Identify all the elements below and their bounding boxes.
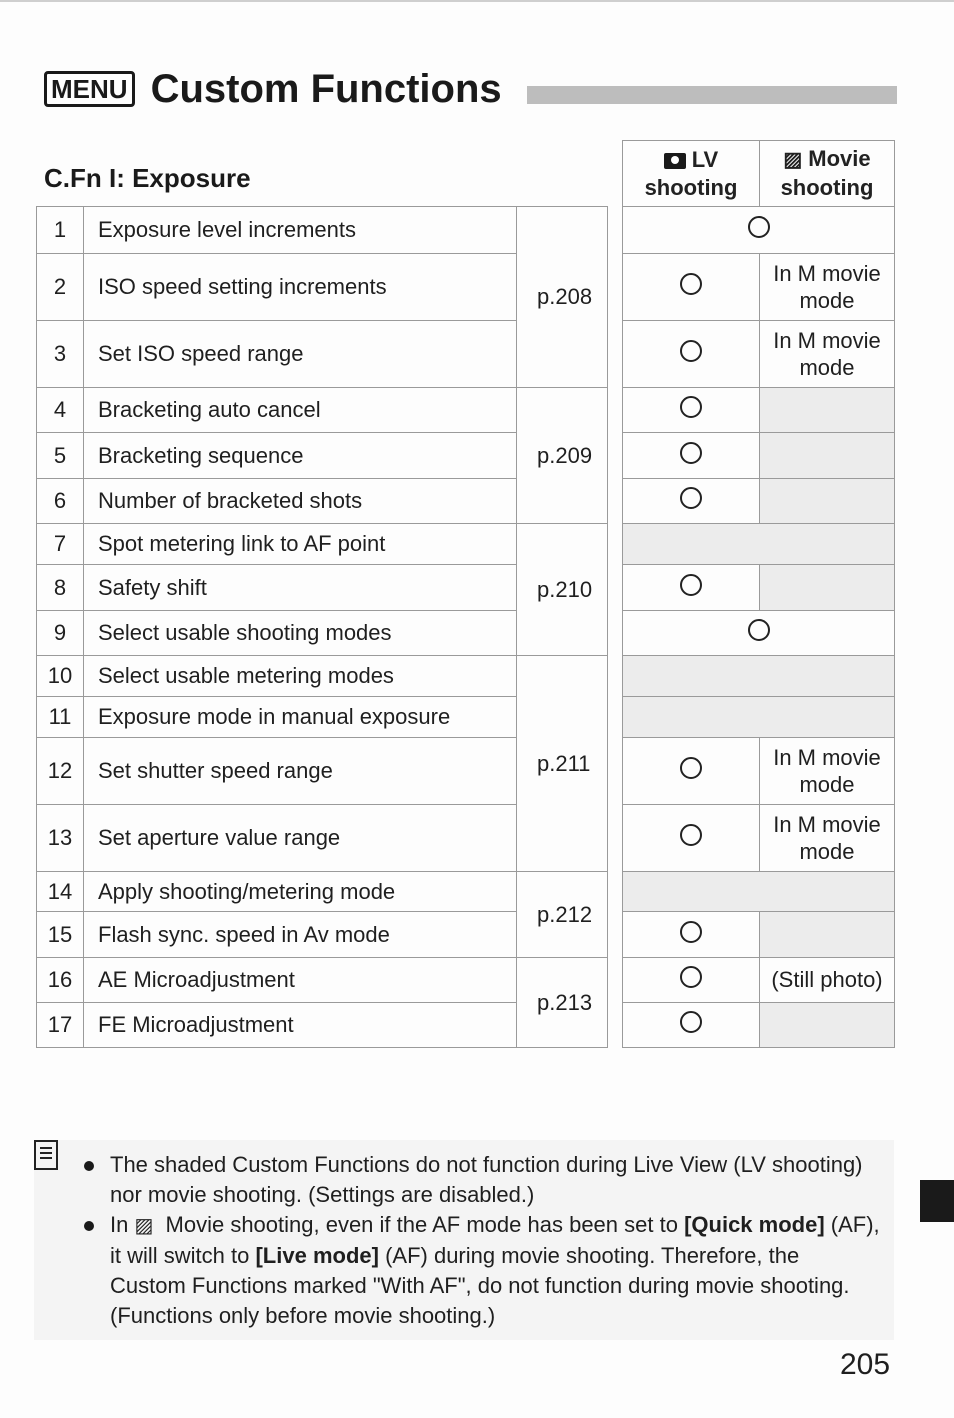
row-name: Set aperture value range [84, 805, 517, 872]
side-tab [920, 1180, 954, 1222]
row-name: Bracketing auto cancel [84, 388, 517, 433]
available-circle-icon [680, 757, 702, 779]
table-row [37, 388, 608, 433]
table-row [37, 656, 608, 697]
menu-badge-icon: MENU [44, 71, 135, 107]
row-number: 7 [37, 524, 84, 565]
row-name: Bracketing sequence [84, 433, 517, 479]
row-name: FE Microadjustment [84, 1003, 517, 1048]
row-number: 11 [37, 697, 84, 738]
row-name: Exposure mode in manual exposure [84, 697, 517, 738]
available-circle-icon [748, 619, 770, 641]
table-row [623, 565, 895, 611]
table-row [623, 433, 895, 479]
camera-icon [664, 153, 686, 169]
row-name: Apply shooting/metering mode [84, 872, 517, 912]
row-name: ISO speed setting increments [84, 254, 517, 321]
table-row [37, 958, 608, 1003]
page-ref: p.210 [517, 524, 608, 656]
page-ref: p.211 [517, 656, 608, 872]
row-name: AE Microadjustment [84, 958, 517, 1003]
page-ref: p.209 [517, 388, 608, 524]
functions-table [36, 206, 608, 1048]
available-circle-icon [680, 966, 702, 988]
header-row [623, 141, 895, 207]
row-number: 1 [37, 207, 84, 254]
table-row [623, 697, 895, 738]
row-name: Safety shift [84, 565, 517, 611]
availability-table [622, 140, 895, 1048]
available-circle-icon [680, 442, 702, 464]
table-row [37, 524, 608, 565]
row-number: 15 [37, 912, 84, 958]
row-number: 5 [37, 433, 84, 479]
available-circle-icon [680, 1011, 702, 1033]
row-name: Flash sync. speed in Av mode [84, 912, 517, 958]
title-bar [527, 86, 897, 104]
page-title: Custom Functions [150, 66, 502, 111]
table-row [623, 207, 895, 254]
row-number: 13 [37, 805, 84, 872]
movie-icon: ▨ [783, 149, 803, 172]
table-row [37, 207, 608, 254]
page-ref: p.212 [517, 872, 608, 958]
top-rule [0, 0, 954, 2]
available-circle-icon [680, 574, 702, 596]
row-number: 8 [37, 565, 84, 611]
page-number: 205 [840, 1348, 891, 1381]
row-number: 6 [37, 479, 84, 524]
table-row [623, 912, 895, 958]
lv-shooting-header: LV shooting [623, 141, 760, 207]
movie-icon: ▨ [134, 1215, 154, 1238]
section-title: C.Fn I: Exposure [44, 163, 251, 193]
table-row [37, 872, 608, 912]
row-number: 2 [37, 254, 84, 321]
available-circle-icon [680, 273, 702, 295]
table-row [623, 872, 895, 912]
page-ref: p.208 [517, 207, 608, 388]
note-bullet: The shaded Custom Functions do not function during Live View (LV shooting) nor movie shooting. (Settings are disabled.) [80, 1150, 880, 1210]
table-row [623, 388, 895, 433]
row-name: Set ISO speed range [84, 321, 517, 388]
row-number: 10 [37, 656, 84, 697]
row-number: 17 [37, 1003, 84, 1048]
notes-list [80, 1150, 880, 1331]
table-row [623, 479, 895, 524]
available-circle-icon [748, 216, 770, 238]
available-circle-icon [680, 396, 702, 418]
row-number: 3 [37, 321, 84, 388]
available-circle-icon [680, 487, 702, 509]
movie-shooting-header: ▨ Movie shooting [760, 141, 895, 207]
table-row [623, 1003, 895, 1048]
row-number: 9 [37, 611, 84, 656]
available-circle-icon [680, 921, 702, 943]
row-number: 16 [37, 958, 84, 1003]
row-name: Number of bracketed shots [84, 479, 517, 524]
row-number: 14 [37, 872, 84, 912]
table-row [623, 656, 895, 697]
row-name: Exposure level increments [84, 207, 517, 254]
row-name: Select usable shooting modes [84, 611, 517, 656]
available-circle-icon [680, 824, 702, 846]
table-row: In M movie mode [623, 738, 895, 805]
page-header [44, 64, 502, 114]
table-row [623, 524, 895, 565]
row-number: 4 [37, 388, 84, 433]
row-name: Spot metering link to AF point [84, 524, 517, 565]
table-row [623, 958, 895, 1003]
row-number: 12 [37, 738, 84, 805]
available-circle-icon [680, 340, 702, 362]
row-name: Set shutter speed range [84, 738, 517, 805]
table-row: In M movie mode [623, 254, 895, 321]
row-name: Select usable metering modes [84, 656, 517, 697]
note-icon [34, 1140, 58, 1170]
table-row: In M movie mode [623, 321, 895, 388]
table-row: In M movie mode [623, 805, 895, 872]
note-bullet: In ▨ Movie shooting, even if the AF mode has been set to [Quick mode] (AF), it will switch to [Live mode] (AF) during movie shooting. Therefore, the Custom Functions marked "With AF", do not function during movie shooting. (Functions only before movie shooting.) [80, 1210, 880, 1331]
page-ref: p.213 [517, 958, 608, 1048]
table-row [623, 611, 895, 656]
still-photo-note: (Still photo) [760, 958, 895, 1003]
